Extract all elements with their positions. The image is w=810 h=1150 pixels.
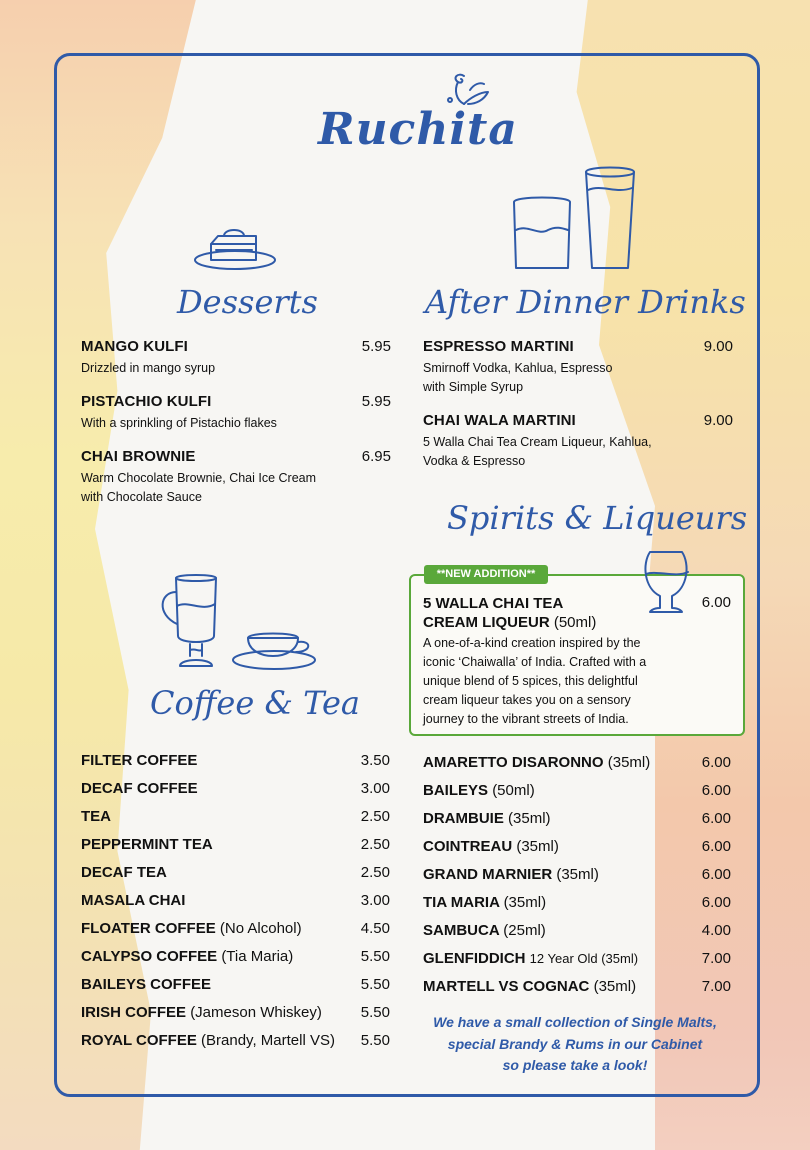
item-description: A one-of-a-kind creation inspired by the iconic ‘Chaiwalla’ of India. Crafted with a unique blend of 5 spices, this delightful cream liqueur takes you on a sensory journey to the vibrant streets of India. <box>423 636 647 726</box>
item-name: PEPPERMINT TEA <box>81 835 213 853</box>
item-name: MARTELL VS COGNAC <box>423 977 590 995</box>
list-item: DECAF TEA 2.50 <box>81 863 390 881</box>
coffee-tea-list <box>81 746 390 1054</box>
coffee-tea-heading: Coffee & Tea <box>150 684 360 722</box>
item-name: DRAMBUIE <box>423 809 504 827</box>
list-item: FLOATER COFFEE (No Alcohol) 4.50 <box>81 919 390 937</box>
item-price: 5.95 <box>361 393 391 410</box>
item-price: 6.95 <box>361 448 391 465</box>
menu-item <box>81 393 391 433</box>
item-description: With a sprinkling of Pistachio flakes <box>81 416 277 430</box>
item-name: GLENFIDDICH <box>423 949 526 967</box>
list-item: SAMBUCA (25ml) 4.00 <box>423 921 731 939</box>
item-price: 9.00 <box>703 338 733 355</box>
item-name: FILTER COFFEE <box>81 751 198 769</box>
spirits-list <box>423 748 731 1000</box>
menu-item <box>81 338 391 378</box>
list-item: IRISH COFFEE (Jameson Whiskey) 5.50 <box>81 1003 390 1021</box>
item-name: BAILEYS <box>423 781 489 799</box>
item-name: FLOATER COFFEE <box>81 919 216 937</box>
item-price: 9.00 <box>703 412 733 429</box>
item-name: SAMBUCA <box>423 921 500 939</box>
item-name: COINTREAU <box>423 837 513 855</box>
item-name: 5 WALLA CHAI TEA CREAM LIQUEUR (50ml) <box>423 595 597 631</box>
new-addition-item <box>423 594 733 729</box>
item-name: DECAF COFFEE <box>81 779 198 797</box>
item-description: Drizzled in mango syrup <box>81 361 216 375</box>
list-item: PEPPERMINT TEA 2.50 <box>81 835 390 853</box>
item-name: CHAI WALA MARTINI <box>423 412 576 429</box>
spirits-liqueurs-heading: Spirits & Liqueurs <box>447 499 748 537</box>
item-price: 6.00 <box>701 594 731 611</box>
item-name: BAILEYS COFFEE <box>81 975 212 993</box>
list-item: AMARETTO DISARONNO (35ml) 6.00 <box>423 753 731 771</box>
item-name: IRISH COFFEE <box>81 1003 187 1021</box>
teacup-saucer-icon <box>232 628 318 672</box>
item-name: PISTACHIO KULFI <box>81 393 212 410</box>
item-name: MANGO KULFI <box>81 338 188 355</box>
list-item: MARTELL VS COGNAC (35ml) 7.00 <box>423 977 731 995</box>
item-price: 5.95 <box>361 338 391 355</box>
list-item: DRAMBUIE (35ml) 6.00 <box>423 809 731 827</box>
item-name: TEA <box>81 807 111 825</box>
restaurant-name: Ruchita <box>318 104 518 155</box>
list-item: GRAND MARNIER (35ml) 6.00 <box>423 865 731 883</box>
item-name: TIA MARIA <box>423 893 500 911</box>
item-name: ESPRESSO MARTINI <box>423 338 574 355</box>
menu-item <box>423 338 733 397</box>
irish-coffee-glass-icon <box>156 574 226 672</box>
dessert-plate-icon <box>194 226 276 272</box>
list-item: TIA MARIA (35ml) 6.00 <box>423 893 731 911</box>
cabinet-footnote: We have a small collection of Single Malts, special Brandy & Rums in our Cabinet so please take a look! <box>433 1014 717 1073</box>
item-name: MASALA CHAI <box>81 891 186 909</box>
desserts-heading: Desserts <box>177 283 318 321</box>
item-description: 5 Walla Chai Tea Cream Liqueur, Kahlua, Vodka & Espresso <box>423 435 652 468</box>
item-name: CHAI BROWNIE <box>81 448 196 465</box>
item-description: Smirnoff Vodka, Kahlua, Espresso with Simple Syrup <box>423 361 613 394</box>
menu-item <box>81 448 391 507</box>
list-item: DECAF COFFEE 3.00 <box>81 779 390 797</box>
new-addition-badge: **NEW ADDITION** <box>424 565 548 584</box>
item-name: ROYAL COFFEE <box>81 1031 197 1049</box>
list-item: CALYPSO COFFEE (Tia Maria) 5.50 <box>81 947 390 965</box>
menu-item <box>423 412 733 471</box>
drink-glasses-icon <box>512 166 636 272</box>
item-name: CALYPSO COFFEE <box>81 947 218 965</box>
list-item: GLENFIDDICH 12 Year Old (35ml) 7.00 <box>423 949 731 967</box>
item-name: AMARETTO DISARONNO <box>423 753 604 771</box>
item-name: GRAND MARNIER <box>423 865 553 883</box>
list-item: BAILEYS (50ml) 6.00 <box>423 781 731 799</box>
item-name: DECAF TEA <box>81 863 167 881</box>
item-description: Warm Chocolate Brownie, Chai Ice Cream with Chocolate Sauce <box>81 471 317 504</box>
list-item: COINTREAU (35ml) 6.00 <box>423 837 731 855</box>
list-item: MASALA CHAI 3.00 <box>81 891 390 909</box>
list-item: TEA 2.50 <box>81 807 390 825</box>
item-note: (50ml) <box>553 614 597 631</box>
list-item: BAILEYS COFFEE 5.50 <box>81 975 390 993</box>
after-dinner-drinks-heading: After Dinner Drinks <box>425 283 746 321</box>
list-item: ROYAL COFFEE (Brandy, Martell VS) 5.50 <box>81 1031 390 1049</box>
list-item: FILTER COFFEE 3.50 <box>81 751 390 769</box>
